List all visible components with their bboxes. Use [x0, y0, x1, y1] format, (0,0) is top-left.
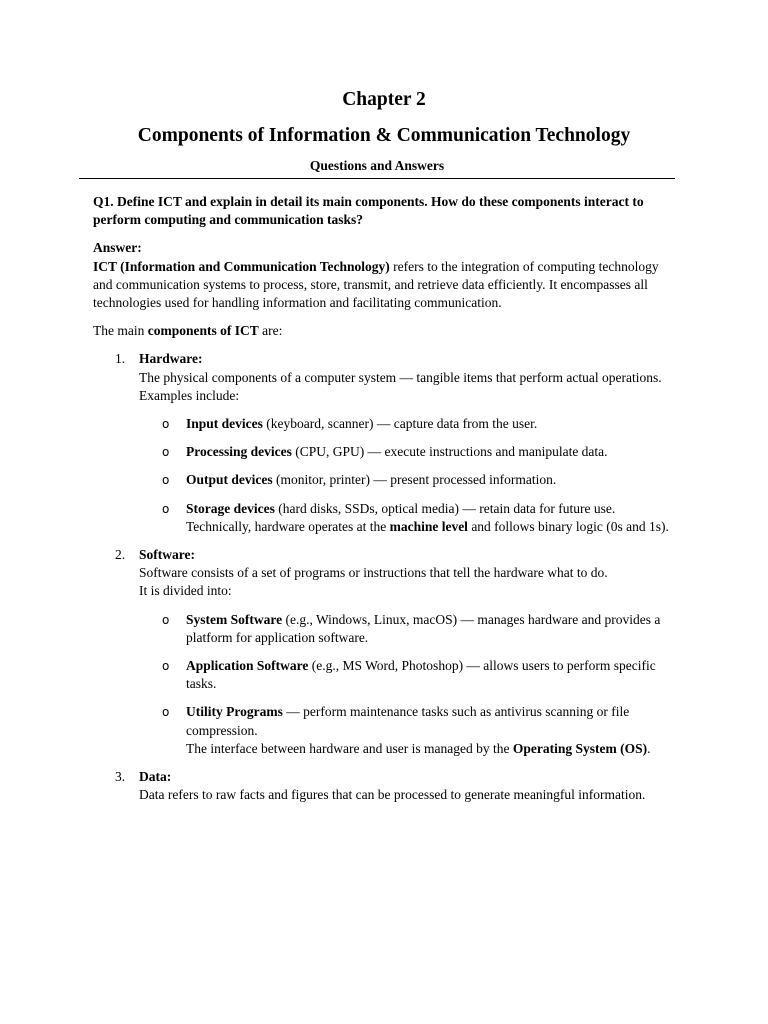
answer-label: Answer:	[93, 240, 142, 256]
component-description: The physical components of a computer system — tangible items that perform actual operations.	[139, 369, 662, 385]
components-list	[93, 350, 675, 804]
item-text: (hard disks, SSDs, optical media) — retain data for future use.	[274, 500, 616, 516]
main-components-line	[93, 322, 675, 340]
item-text: (e.g., MS Word, Photoshop) — allows users to perform specific tasks.	[186, 658, 656, 692]
section-subtitle: Questions and Answers	[79, 157, 675, 179]
item-term: Processing devices	[186, 444, 292, 460]
list-item	[139, 471, 675, 489]
bullet-icon: o	[162, 612, 170, 627]
item-term: Input devices	[186, 416, 263, 432]
list-item	[139, 415, 675, 433]
list-number: 3.	[115, 769, 126, 785]
note-bold: Operating System (OS)	[512, 740, 648, 756]
item-text: (monitor, printer) — present processed information.	[272, 472, 557, 488]
component-heading: Hardware:	[139, 351, 203, 367]
item-text: (CPU, GPU) — execute instructions and manipulate data.	[291, 444, 608, 460]
intro-term: ICT (Information and Communication Technology)	[93, 258, 390, 274]
list-item	[139, 443, 675, 461]
component-lead: Examples include:	[139, 387, 240, 403]
note-after: .	[647, 740, 651, 756]
note-after: and follows binary logic (0s and 1s).	[467, 518, 669, 534]
list-item	[139, 703, 675, 758]
item-term: Storage devices	[186, 500, 275, 516]
component-item-software	[93, 546, 675, 758]
bullet-icon: o	[162, 445, 170, 460]
software-sublist	[139, 611, 675, 758]
intro-text: refers to the integration of computing technology and communication systems to process, store, transmit, and retrieve data efficiently. It encompasses all technologies used for handling information and facilitating communication.	[93, 258, 659, 311]
bullet-icon: o	[162, 659, 170, 674]
bullet-icon: o	[162, 417, 170, 432]
list-number: 2.	[115, 547, 126, 563]
component-description: Data refers to raw facts and figures that can be processed to generate meaningful information.	[139, 787, 646, 803]
main-line-bold: components of ICT	[147, 323, 259, 339]
bullet-icon: o	[162, 501, 170, 516]
list-item	[139, 500, 675, 536]
note-before: Technically, hardware operates at the	[186, 518, 390, 534]
item-term: Output devices	[186, 472, 273, 488]
list-item	[139, 657, 675, 693]
component-description: Software consists of a set of programs or instructions that tell the hardware what to do.	[139, 565, 608, 581]
component-item-hardware	[93, 350, 675, 536]
item-text: — perform maintenance tasks such as antivirus scanning or file compression.	[186, 704, 630, 738]
chapter-heading: Chapter 2	[342, 89, 426, 110]
component-heading: Data:	[139, 769, 172, 785]
question-text: Q1. Define ICT and explain in detail its main components. How do these components interact to perform computing and communication tasks?	[93, 194, 644, 228]
list-item	[139, 611, 675, 647]
bullet-icon: o	[162, 473, 170, 488]
item-term: Application Software	[186, 658, 309, 674]
main-line-after: are:	[258, 323, 283, 339]
component-item-data	[93, 768, 675, 804]
component-heading: Software:	[139, 547, 195, 563]
note-before: The interface between hardware and user is managed by the	[186, 740, 513, 756]
bullet-icon: o	[162, 705, 170, 720]
hardware-sublist	[139, 415, 675, 536]
item-text: (keyboard, scanner) — capture data from the user.	[262, 416, 538, 432]
software-note	[186, 741, 650, 756]
item-term: Utility Programs	[186, 704, 283, 720]
document-page	[93, 88, 675, 814]
item-text: (e.g., Windows, Linux, macOS) — manages hardware and provides a platform for application software.	[186, 611, 661, 645]
item-term: System Software	[186, 611, 283, 627]
intro-paragraph	[93, 258, 675, 313]
list-number: 1.	[115, 351, 126, 367]
note-bold: machine level	[389, 518, 468, 534]
document-title: Components of Information & Communication Technology	[137, 125, 631, 146]
component-lead: It is divided into:	[139, 583, 232, 599]
main-line-before: The main	[93, 323, 148, 339]
hardware-note	[186, 519, 669, 534]
